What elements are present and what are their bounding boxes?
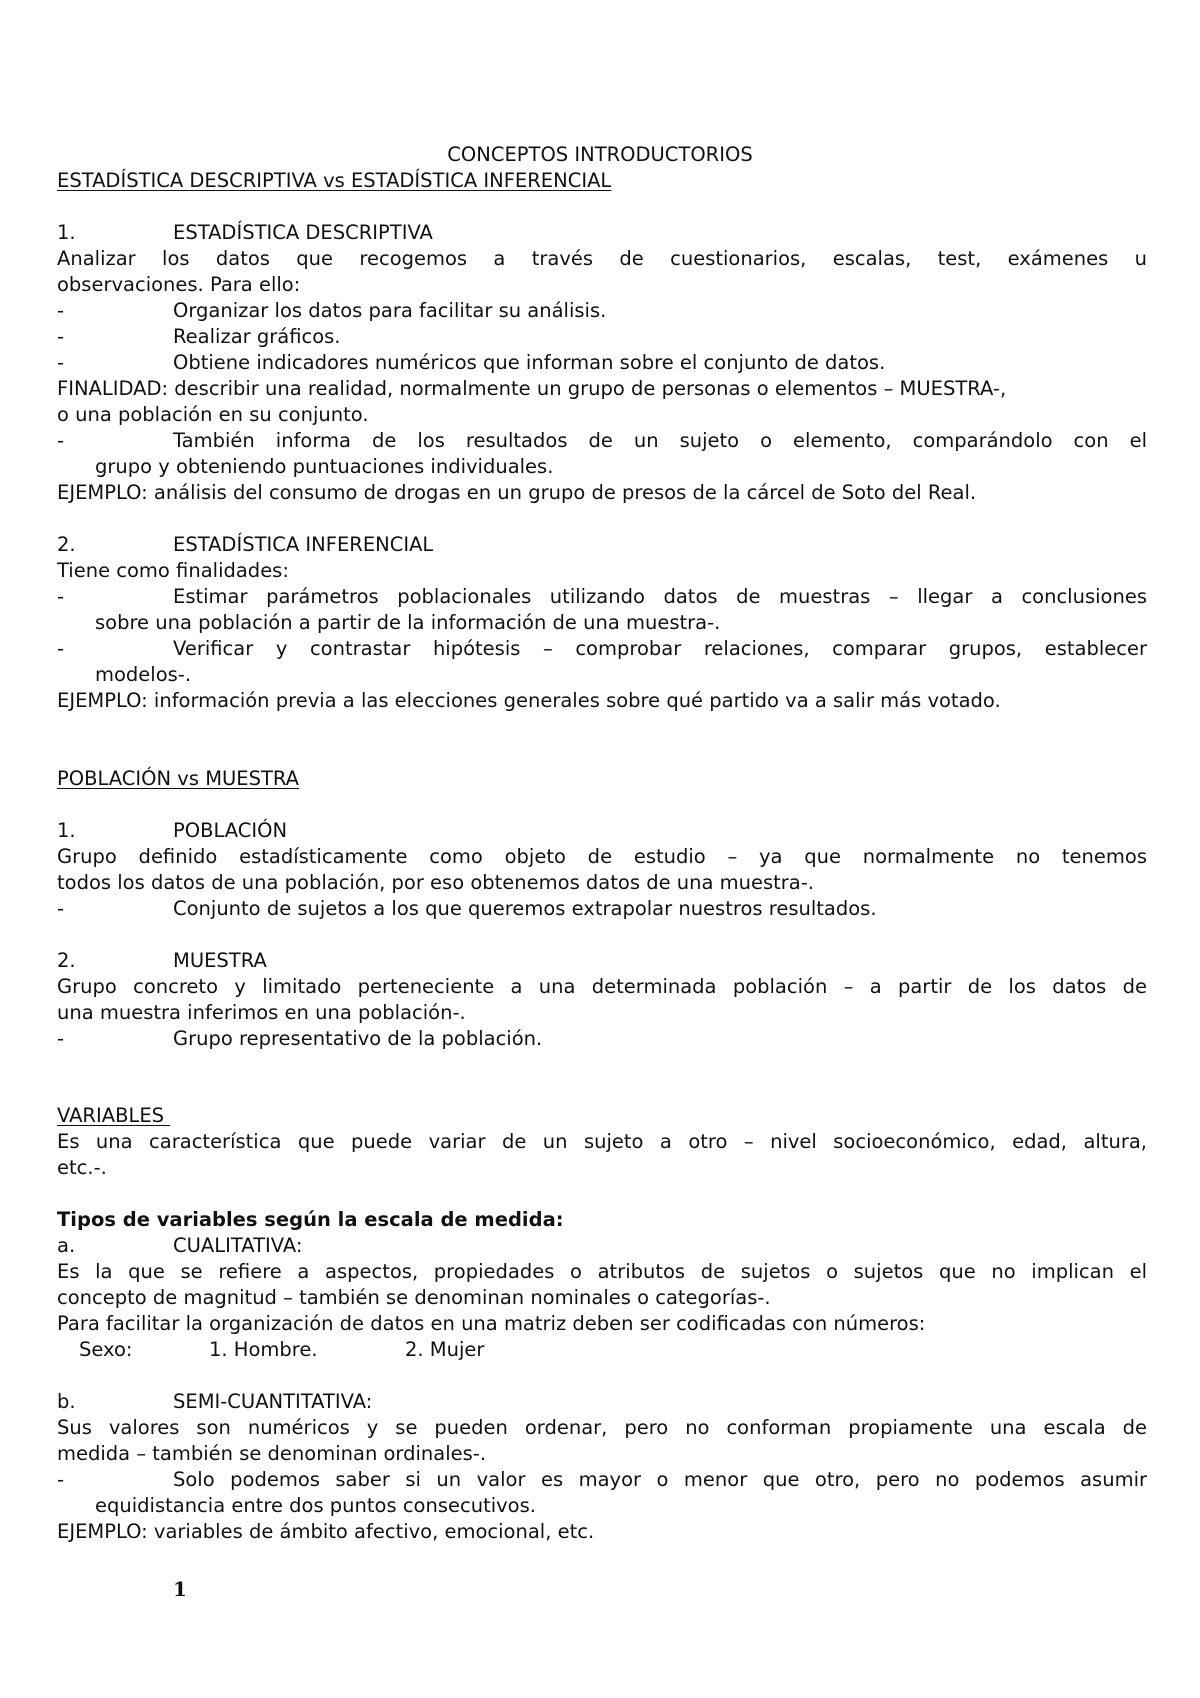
section-heading-descriptiva-vs-inferencial: ESTADÍSTICA DESCRIPTIVA vs ESTADÍSTICA INFERENCIAL <box>57 169 612 192</box>
bullet-text: También informa de los resultados de un sujeto o elemento, comparándolo con el <box>173 429 1147 452</box>
bullet-text: Conjunto de sujetos a los que queremos extrapolar nuestros resultados. <box>173 897 877 920</box>
section-heading-poblacion-vs-muestra: POBLACIÓN vs MUESTRA <box>57 767 299 790</box>
item-letter: b. <box>57 1390 76 1413</box>
coding-option: 1. Hombre. <box>209 1338 318 1361</box>
bullet-dash: - <box>57 325 65 348</box>
subheading-poblacion: POBLACIÓN <box>173 819 288 842</box>
paragraph-line: Analizar los datos que recogemos a través de cuestionarios, escalas, test, exámenes u <box>57 247 1147 270</box>
item-letter: a. <box>57 1234 76 1257</box>
coding-example <box>79 1337 1169 1363</box>
paragraph-line: Grupo definido estadísticamente como objeto de estudio – ya que normalmente no tenemos <box>57 845 1147 868</box>
paragraph-line: observaciones. Para ello: <box>57 273 301 296</box>
paragraph-line: etc.-. <box>57 1156 107 1179</box>
coding-option: 2. Mujer <box>405 1338 485 1361</box>
bullet-continuation: modelos-. <box>95 663 192 686</box>
bullet-dash: - <box>57 897 65 920</box>
bullet-continuation: equidistancia entre dos puntos consecutivos. <box>95 1494 536 1517</box>
paragraph-line: una muestra inferimos en una población-. <box>57 1001 466 1024</box>
section-heading-variables: VARIABLES <box>57 1104 171 1127</box>
bullet-dash: - <box>57 351 65 374</box>
subheading-inferencial: ESTADÍSTICA INFERENCIAL <box>173 533 434 556</box>
item-number: 2. <box>57 533 76 556</box>
paragraph-line: Para facilitar la organización de datos en una matriz deben ser codificadas con números: <box>57 1312 926 1335</box>
bullet-text: Organizar los datos para facilitar su análisis. <box>173 299 607 322</box>
paragraph-line: Es una característica que puede variar de un sujeto a otro – nivel socioeconómico, edad, altura, <box>57 1130 1147 1153</box>
example-line: EJEMPLO: variables de ámbito afectivo, emocional, etc. <box>57 1520 595 1543</box>
paragraph-line: Tiene como finalidades: <box>57 559 289 582</box>
example-line: EJEMPLO: análisis del consumo de drogas en un grupo de presos de la cárcel de Soto del Real. <box>57 481 977 504</box>
paragraph-line: Es la que se refiere a aspectos, propiedades o atributos de sujetos o sujetos que no implican el <box>57 1260 1147 1283</box>
paragraph-line: FINALIDAD: describir una realidad, normalmente un grupo de personas o elementos – MUESTRA-, <box>57 377 1007 400</box>
bullet-continuation: grupo y obteniendo puntuaciones individuales. <box>95 455 554 478</box>
paragraph-line: todos los datos de una población, por eso obtenemos datos de una muestra-. <box>57 871 814 894</box>
document-title: CONCEPTOS INTRODUCTORIOS <box>447 143 753 166</box>
paragraph-line: Sus valores son numéricos y se pueden ordenar, pero no conforman propiamente una escala de <box>57 1416 1147 1439</box>
subheading-descriptiva: ESTADÍSTICA DESCRIPTIVA <box>173 221 433 244</box>
subheading-tipos-de-variables: Tipos de variables según la escala de medida: <box>57 1208 564 1231</box>
bullet-dash: - <box>57 1027 65 1050</box>
bullet-text: Solo podemos saber si un valor es mayor o menor que otro, pero no podemos asumir <box>173 1468 1147 1491</box>
coding-label: Sexo: <box>79 1338 133 1361</box>
paragraph-line: o una población en su conjunto. <box>57 403 369 426</box>
item-number: 1. <box>57 221 76 244</box>
subheading-muestra: MUESTRA <box>173 949 267 972</box>
bullet-dash: - <box>57 299 65 322</box>
bullet-continuation: sobre una población a partir de la información de una muestra-. <box>95 611 721 634</box>
bullet-text: Obtiene indicadores numéricos que informan sobre el conjunto de datos. <box>173 351 886 374</box>
bullet-dash: - <box>57 637 65 660</box>
bullet-text: Realizar gráficos. <box>173 325 341 348</box>
paragraph-line: medida – también se denominan ordinales-. <box>57 1442 487 1465</box>
bullet-dash: - <box>57 585 65 608</box>
subheading-semi-cuantitativa: SEMI-CUANTITATIVA: <box>173 1390 373 1413</box>
page-number: 1 <box>173 1577 187 1601</box>
subheading-cualitativa: CUALITATIVA: <box>173 1234 303 1257</box>
bullet-text: Estimar parámetros poblacionales utilizando datos de muestras – llegar a conclusiones <box>173 585 1147 608</box>
example-line: EJEMPLO: información previa a las elecciones generales sobre qué partido va a salir más votado. <box>57 689 1001 712</box>
item-number: 2. <box>57 949 76 972</box>
paragraph-line: Grupo concreto y limitado perteneciente a una determinada población – a partir de los datos de <box>57 975 1147 998</box>
paragraph-line: concepto de magnitud – también se denominan nominales o categorías-. <box>57 1286 771 1309</box>
bullet-dash: - <box>57 429 65 452</box>
bullet-dash: - <box>57 1468 65 1491</box>
bullet-text: Grupo representativo de la población. <box>173 1027 543 1050</box>
bullet-text: Verificar y contrastar hipótesis – comprobar relaciones, comparar grupos, establecer <box>173 637 1147 660</box>
item-number: 1. <box>57 819 76 842</box>
